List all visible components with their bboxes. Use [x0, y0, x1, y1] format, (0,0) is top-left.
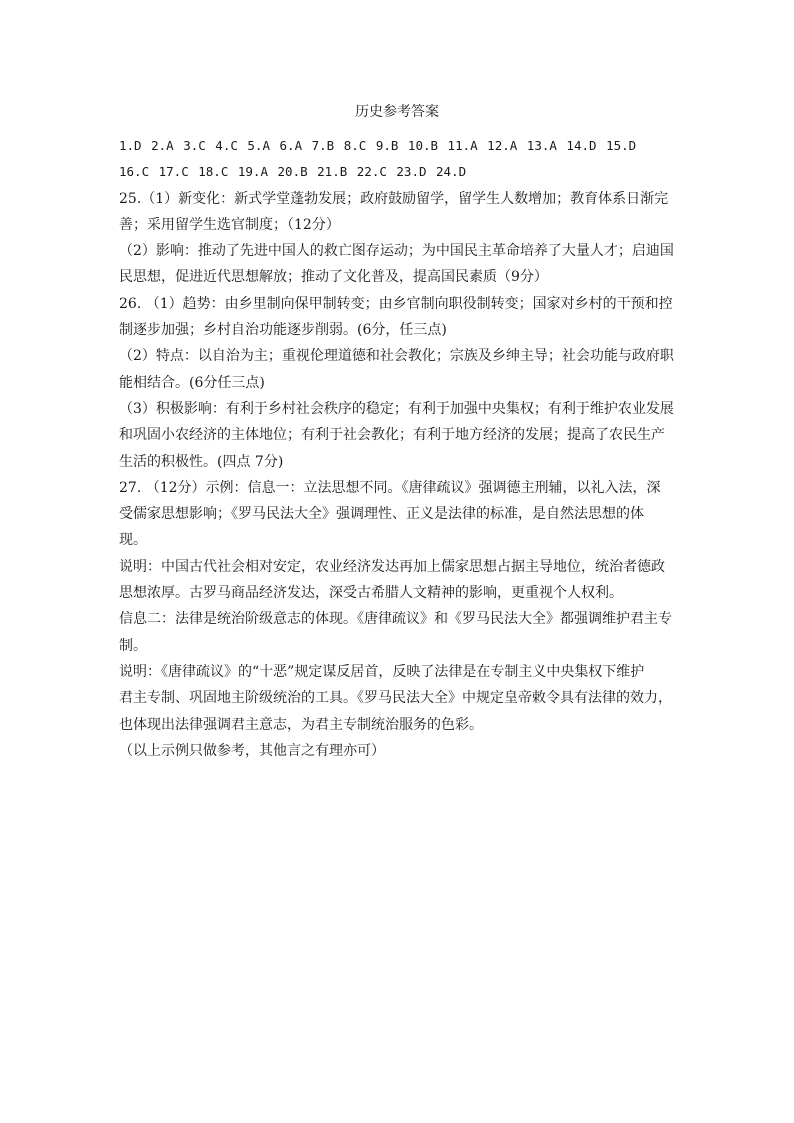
q26-line-6: 和巩固小农经济的主体地位；有利于社会教化；有利于地方经济的发展；提高了农民生产 — [119, 427, 665, 444]
q27-line-4: 说明：中国古代社会相对安定，农业经济发达再加上儒家思想占据主导地位，统治者德政 — [119, 558, 665, 575]
q25-line-1: 25.（1）新变化：新式学堂蓬勃发展；政府鼓励留学，留学生人数增加；教育体系日渐完 — [119, 190, 669, 207]
q26-line-7: 生活的积极性。(四点 7分) — [119, 453, 284, 470]
q27-line-6: 信息二：法律是统治阶级意志的体现。《唐律疏议》和《罗马民法大全》都强调维护君主专 — [119, 611, 672, 628]
q25-line-2: 善；采用留学生选官制度；（12分） — [119, 216, 340, 233]
q27-line-10: 也体现出法律强调君主意志，为君主专制统治服务的色彩。 — [119, 716, 483, 733]
q27-line-9: 君主专制、巩固地主阶级统治的工具。《罗马民法大全》中规定皇帝敕令具有法律的效力， — [119, 690, 672, 707]
mc-answers-line-2: 16.C 17.C 18.C 19.A 20.B 21.B 22.C 23.D 24.D — [119, 164, 467, 180]
q27-line-7: 制。 — [119, 637, 147, 654]
closing-note: （以上示例只做参考，其他言之有理亦可） — [119, 742, 385, 759]
q27-line-1: 27. （12分）示例：信息一：立法思想不同。《唐律疏议》强调德主刑辅，以礼入法，深 — [119, 479, 661, 496]
q27-line-3: 现。 — [119, 532, 147, 549]
q27-line-5: 思想浓厚。古罗马商品经济发达，深受古希腊人文精神的影响，更重视个人权利。 — [119, 585, 623, 602]
mc-answers-line-1: 1.D 2.A 3.C 4.C 5.A 6.A 7.B 8.C 9.B 10.B 11.A 12.A 13.A 14.D 15.D — [119, 138, 637, 153]
q25-line-4: 民思想，促进近代思想解放；推动了文化普及，提高国民素质（9分） — [119, 269, 548, 286]
q27-line-8: 说明：《唐律疏议》的“十恶”规定谋反居首，反映了法律是在专制主义中央集权下维护 — [119, 663, 645, 680]
q26-line-3: （2）特点：以自治为主；重视伦理道德和社会教化；宗族及乡绅主导；社会功能与政府职 — [119, 348, 674, 365]
answer-content — [119, 133, 679, 764]
q25-line-3: （2）影响：推动了先进中国人的救亡图存运动；为中国民主革命培养了大量人才；启迪国 — [119, 243, 674, 260]
q26-line-2: 制逐步加强；乡村自治功能逐步削弱。(6分，任三点) — [119, 322, 447, 339]
q26-line-4: 能相结合。(6分任三点) — [119, 374, 265, 391]
page-title: 历史参考答案 — [355, 104, 439, 120]
q27-line-2: 受儒家思想影响；《罗马民法大全》强调理性、正义是法律的标准，是自然法思想的体 — [119, 506, 644, 523]
q26-line-1: 26. （1）趋势：由乡里制向保甲制转变；由乡官制向职役制转变；国家对乡村的干预和控 — [119, 295, 673, 312]
q26-line-5: （3）积极影响：有利于乡村社会秩序的稳定；有利于加强中央集权；有利于维护农业发展 — [119, 400, 674, 417]
